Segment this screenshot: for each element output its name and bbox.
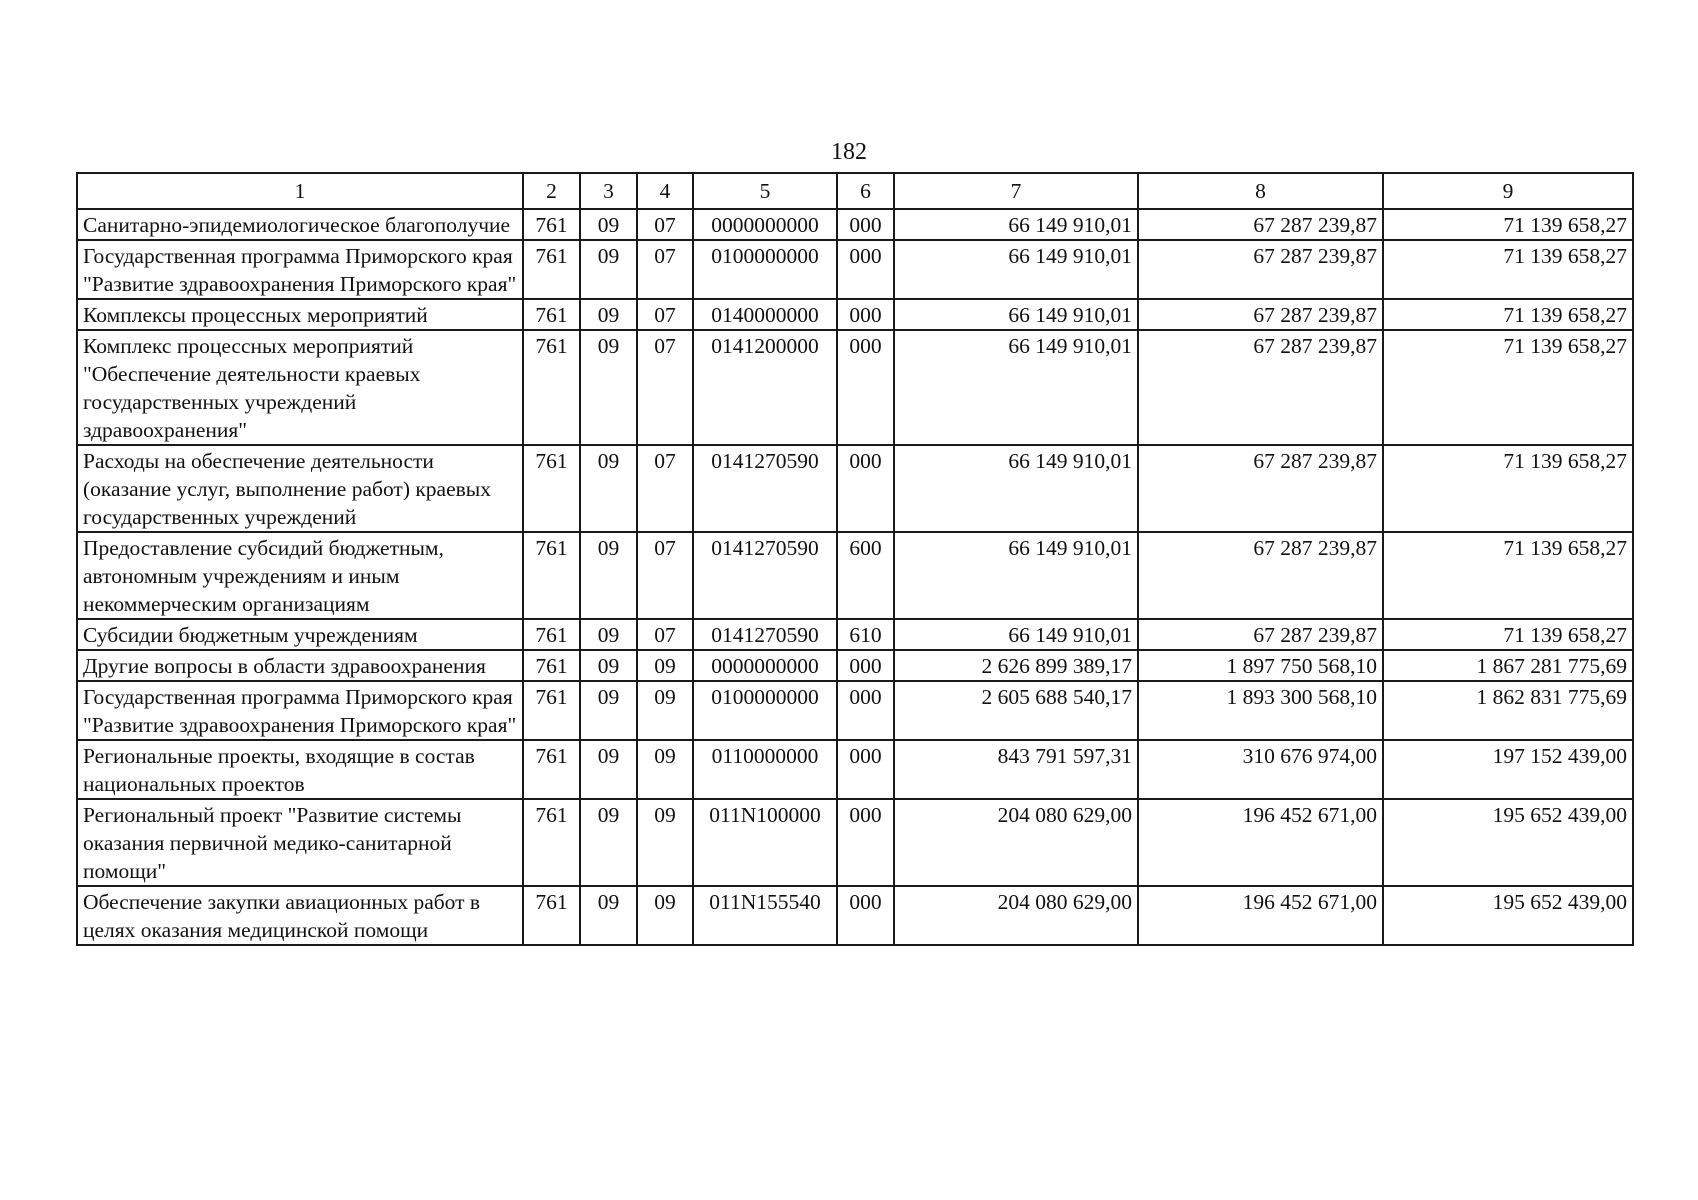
row-amount-cell: 66 149 910,01 xyxy=(894,299,1138,330)
table-row xyxy=(77,445,1633,532)
table-row xyxy=(77,619,1633,650)
table-row xyxy=(77,740,1633,799)
row-amount-cell: 66 149 910,01 xyxy=(894,532,1138,619)
row-code-cell: 761 xyxy=(523,619,580,650)
row-expense-type-cell: 600 xyxy=(837,532,894,619)
row-amount-cell: 66 149 910,01 xyxy=(894,619,1138,650)
row-subsection-cell: 09 xyxy=(637,650,693,681)
row-amount-cell: 204 080 629,00 xyxy=(894,799,1138,886)
page-number: 182 xyxy=(831,139,867,165)
row-section-cell: 09 xyxy=(580,681,637,740)
table-body xyxy=(77,209,1633,945)
row-section-cell: 09 xyxy=(580,240,637,299)
row-name-cell: Комплексы процессных мероприятий xyxy=(77,299,523,330)
header-col-2: 2 xyxy=(523,173,580,209)
row-subsection-cell: 07 xyxy=(637,299,693,330)
row-amount-cell: 71 139 658,27 xyxy=(1383,619,1633,650)
row-amount-cell: 67 287 239,87 xyxy=(1138,445,1383,532)
row-amount-cell: 195 652 439,00 xyxy=(1383,886,1633,945)
row-code-cell: 761 xyxy=(523,650,580,681)
row-section-cell: 09 xyxy=(580,532,637,619)
header-col-3: 3 xyxy=(580,173,637,209)
row-amount-cell: 197 152 439,00 xyxy=(1383,740,1633,799)
row-code-cell: 761 xyxy=(523,299,580,330)
table-header-row xyxy=(77,173,1633,209)
row-amount-cell: 67 287 239,87 xyxy=(1138,532,1383,619)
table-row xyxy=(77,681,1633,740)
header-col-4: 4 xyxy=(637,173,693,209)
row-amount-cell: 67 287 239,87 xyxy=(1138,209,1383,240)
row-amount-cell: 71 139 658,27 xyxy=(1383,445,1633,532)
table-row xyxy=(77,886,1633,945)
row-expense-type-cell: 000 xyxy=(837,240,894,299)
row-expense-type-cell: 000 xyxy=(837,650,894,681)
row-name-cell: Государственная программа Приморского края "Развитие здравоохранения Приморского края" xyxy=(77,240,523,299)
header-col-8: 8 xyxy=(1138,173,1383,209)
row-target-article-cell: 0140000000 xyxy=(693,299,837,330)
row-expense-type-cell: 000 xyxy=(837,886,894,945)
row-target-article-cell: 0141270590 xyxy=(693,532,837,619)
table-row xyxy=(77,209,1633,240)
row-subsection-cell: 07 xyxy=(637,532,693,619)
row-amount-cell: 67 287 239,87 xyxy=(1138,240,1383,299)
row-target-article-cell: 0000000000 xyxy=(693,650,837,681)
row-amount-cell: 67 287 239,87 xyxy=(1138,619,1383,650)
row-section-cell: 09 xyxy=(580,650,637,681)
row-amount-cell: 71 139 658,27 xyxy=(1383,299,1633,330)
row-subsection-cell: 07 xyxy=(637,240,693,299)
row-section-cell: 09 xyxy=(580,619,637,650)
row-subsection-cell: 09 xyxy=(637,740,693,799)
row-amount-cell: 195 652 439,00 xyxy=(1383,799,1633,886)
row-section-cell: 09 xyxy=(580,209,637,240)
row-code-cell: 761 xyxy=(523,681,580,740)
row-amount-cell: 843 791 597,31 xyxy=(894,740,1138,799)
row-amount-cell: 67 287 239,87 xyxy=(1138,330,1383,445)
row-amount-cell: 204 080 629,00 xyxy=(894,886,1138,945)
table-row xyxy=(77,299,1633,330)
row-expense-type-cell: 000 xyxy=(837,445,894,532)
row-name-cell: Санитарно-эпидемиологическое благополучие xyxy=(77,209,523,240)
row-expense-type-cell: 000 xyxy=(837,740,894,799)
row-amount-cell: 66 149 910,01 xyxy=(894,209,1138,240)
row-name-cell: Региональный проект "Развитие системы оказания первичной медико-санитарной помощи" xyxy=(77,799,523,886)
row-amount-cell: 71 139 658,27 xyxy=(1383,240,1633,299)
row-name-cell: Субсидии бюджетным учреждениям xyxy=(77,619,523,650)
row-code-cell: 761 xyxy=(523,740,580,799)
table-row xyxy=(77,799,1633,886)
row-target-article-cell: 0110000000 xyxy=(693,740,837,799)
row-target-article-cell: 0100000000 xyxy=(693,240,837,299)
row-amount-cell: 1 897 750 568,10 xyxy=(1138,650,1383,681)
budget-table xyxy=(76,172,1634,946)
row-expense-type-cell: 000 xyxy=(837,799,894,886)
row-name-cell: Региональные проекты, входящие в состав национальных проектов xyxy=(77,740,523,799)
row-subsection-cell: 07 xyxy=(637,209,693,240)
row-amount-cell: 67 287 239,87 xyxy=(1138,299,1383,330)
row-amount-cell: 310 676 974,00 xyxy=(1138,740,1383,799)
row-amount-cell: 71 139 658,27 xyxy=(1383,532,1633,619)
row-code-cell: 761 xyxy=(523,209,580,240)
header-col-1: 1 xyxy=(77,173,523,209)
row-target-article-cell: 0141270590 xyxy=(693,619,837,650)
row-amount-cell: 2 605 688 540,17 xyxy=(894,681,1138,740)
row-name-cell: Обеспечение закупки авиационных работ в целях оказания медицинской помощи xyxy=(77,886,523,945)
row-name-cell: Комплекс процессных мероприятий "Обеспечение деятельности краевых государственных учреждений здравоохранения" xyxy=(77,330,523,445)
row-code-cell: 761 xyxy=(523,330,580,445)
row-code-cell: 761 xyxy=(523,532,580,619)
row-target-article-cell: 0100000000 xyxy=(693,681,837,740)
row-amount-cell: 71 139 658,27 xyxy=(1383,330,1633,445)
table-row xyxy=(77,650,1633,681)
row-amount-cell: 71 139 658,27 xyxy=(1383,209,1633,240)
header-col-9: 9 xyxy=(1383,173,1633,209)
row-amount-cell: 1 862 831 775,69 xyxy=(1383,681,1633,740)
row-code-cell: 761 xyxy=(523,240,580,299)
row-section-cell: 09 xyxy=(580,886,637,945)
row-expense-type-cell: 610 xyxy=(837,619,894,650)
row-code-cell: 761 xyxy=(523,886,580,945)
row-section-cell: 09 xyxy=(580,330,637,445)
row-name-cell: Предоставление субсидий бюджетным, автономным учреждениям и иным некоммерческим организациям xyxy=(77,532,523,619)
row-target-article-cell: 0141270590 xyxy=(693,445,837,532)
header-col-6: 6 xyxy=(837,173,894,209)
row-expense-type-cell: 000 xyxy=(837,330,894,445)
row-section-cell: 09 xyxy=(580,299,637,330)
row-amount-cell: 1 893 300 568,10 xyxy=(1138,681,1383,740)
row-name-cell: Расходы на обеспечение деятельности (оказание услуг, выполнение работ) краевых государственных учреждений xyxy=(77,445,523,532)
table-row xyxy=(77,532,1633,619)
row-section-cell: 09 xyxy=(580,445,637,532)
table-row xyxy=(77,330,1633,445)
row-target-article-cell: 0141200000 xyxy=(693,330,837,445)
row-amount-cell: 196 452 671,00 xyxy=(1138,799,1383,886)
row-code-cell: 761 xyxy=(523,799,580,886)
row-amount-cell: 1 867 281 775,69 xyxy=(1383,650,1633,681)
row-amount-cell: 196 452 671,00 xyxy=(1138,886,1383,945)
row-subsection-cell: 09 xyxy=(637,886,693,945)
row-target-article-cell: 011N155540 xyxy=(693,886,837,945)
row-subsection-cell: 07 xyxy=(637,445,693,532)
header-col-7: 7 xyxy=(894,173,1138,209)
header-col-5: 5 xyxy=(693,173,837,209)
row-expense-type-cell: 000 xyxy=(837,299,894,330)
row-subsection-cell: 09 xyxy=(637,799,693,886)
row-expense-type-cell: 000 xyxy=(837,681,894,740)
row-amount-cell: 66 149 910,01 xyxy=(894,445,1138,532)
table-row xyxy=(77,240,1633,299)
row-name-cell: Государственная программа Приморского края "Развитие здравоохранения Приморского края" xyxy=(77,681,523,740)
row-expense-type-cell: 000 xyxy=(837,209,894,240)
row-code-cell: 761 xyxy=(523,445,580,532)
row-amount-cell: 2 626 899 389,17 xyxy=(894,650,1138,681)
row-name-cell: Другие вопросы в области здравоохранения xyxy=(77,650,523,681)
row-section-cell: 09 xyxy=(580,740,637,799)
row-amount-cell: 66 149 910,01 xyxy=(894,240,1138,299)
row-target-article-cell: 0000000000 xyxy=(693,209,837,240)
row-subsection-cell: 07 xyxy=(637,330,693,445)
row-target-article-cell: 011N100000 xyxy=(693,799,837,886)
row-amount-cell: 66 149 910,01 xyxy=(894,330,1138,445)
row-subsection-cell: 09 xyxy=(637,681,693,740)
row-section-cell: 09 xyxy=(580,799,637,886)
row-subsection-cell: 07 xyxy=(637,619,693,650)
